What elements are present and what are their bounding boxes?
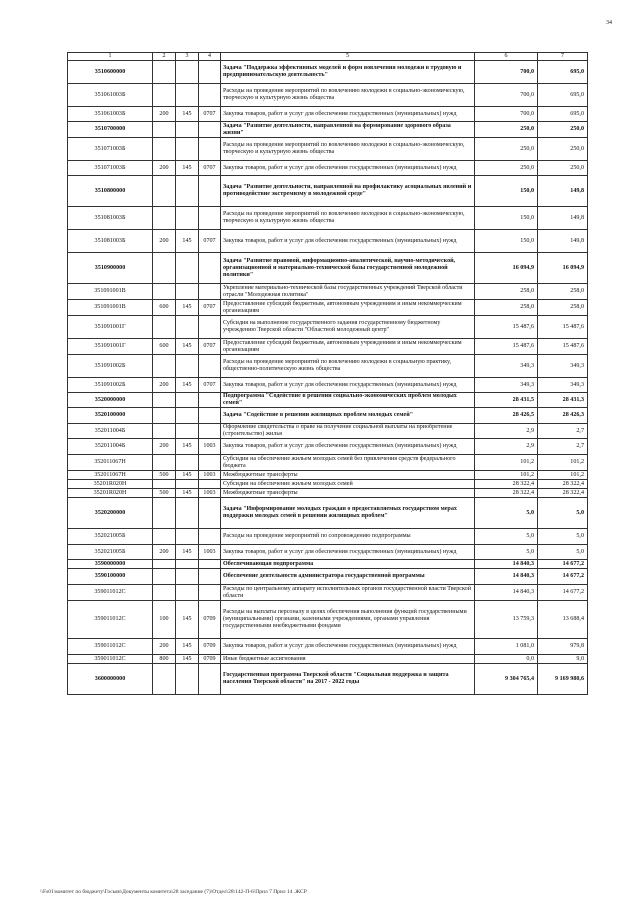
section-cell: 0707 — [199, 300, 221, 316]
section-cell: 0707 — [199, 378, 221, 393]
plan-value-cell: 258,0 — [475, 284, 538, 300]
actual-value-cell: 349,3 — [538, 378, 588, 393]
grbs-cell — [176, 284, 199, 300]
grbs-cell — [176, 253, 199, 284]
section-cell — [199, 585, 221, 601]
table-row — [68, 601, 588, 639]
vr-cell — [153, 498, 176, 529]
actual-value-cell: 349,3 — [538, 355, 588, 378]
code-cell: 351081003Б — [68, 207, 153, 230]
plan-value-cell: 0,0 — [475, 655, 538, 664]
code-cell: 352021005Б — [68, 545, 153, 560]
section-cell — [199, 455, 221, 471]
table-row — [68, 393, 588, 408]
plan-value-cell: 101,2 — [475, 455, 538, 471]
vr-cell: 600 — [153, 300, 176, 316]
section-cell — [199, 355, 221, 378]
table-row — [68, 664, 588, 695]
vr-cell: 200 — [153, 545, 176, 560]
actual-value-cell: 2,7 — [538, 439, 588, 455]
code-cell: 3510600000 — [68, 61, 153, 84]
description-cell: Обеспечивающая подпрограмма — [221, 560, 475, 569]
actual-value-cell: 101,2 — [538, 471, 588, 480]
actual-value-cell: 979,8 — [538, 639, 588, 655]
code-cell: 351091001Г — [68, 339, 153, 355]
table-row — [68, 560, 588, 569]
plan-value-cell: 28 431,5 — [475, 393, 538, 408]
plan-value-cell: 2,9 — [475, 424, 538, 439]
actual-value-cell: 28 322,4 — [538, 489, 588, 498]
code-cell: 351061003Б — [68, 84, 153, 107]
vr-cell: 200 — [153, 161, 176, 176]
description-cell: Межбюджетные трансферты — [221, 471, 475, 480]
vr-cell: 800 — [153, 655, 176, 664]
header-col-7: 7 — [538, 53, 588, 61]
table-row — [68, 161, 588, 176]
code-cell: 3590100000 — [68, 569, 153, 585]
grbs-cell — [176, 560, 199, 569]
vr-cell: 200 — [153, 378, 176, 393]
table-row — [68, 207, 588, 230]
code-cell: 351091001Г — [68, 316, 153, 339]
description-cell: Расходы на выплаты персоналу в целях обеспечения выполнения функций государственными (муниципальными) органами, казенными учреждениями, органами управления государственными внебюджетными фондами — [221, 601, 475, 639]
table-row — [68, 585, 588, 601]
plan-value-cell: 14 840,3 — [475, 585, 538, 601]
section-cell: 1003 — [199, 471, 221, 480]
plan-value-cell: 14 840,3 — [475, 560, 538, 569]
table-row — [68, 122, 588, 138]
description-cell: Закупка товаров, работ и услуг для обеспечения государственных (муниципальных) нужд — [221, 639, 475, 655]
table-row — [68, 439, 588, 455]
code-cell: 352011004Б — [68, 439, 153, 455]
table-row — [68, 639, 588, 655]
table-row — [68, 176, 588, 207]
code-cell: 359011012С — [68, 655, 153, 664]
section-cell: 0707 — [199, 339, 221, 355]
description-cell: Подпрограмма "Содействие в решении социально-экономических проблем молодых семей" — [221, 393, 475, 408]
table-row — [68, 489, 588, 498]
grbs-cell: 145 — [176, 439, 199, 455]
vr-cell — [153, 569, 176, 585]
section-cell: 0709 — [199, 601, 221, 639]
header-col-2: 2 — [153, 53, 176, 61]
actual-value-cell: 5,0 — [538, 529, 588, 545]
vr-cell — [153, 664, 176, 695]
vr-cell — [153, 253, 176, 284]
vr-cell — [153, 138, 176, 161]
grbs-cell — [176, 498, 199, 529]
description-cell: Межбюджетные трансферты — [221, 489, 475, 498]
vr-cell: 500 — [153, 471, 176, 480]
code-cell: 351061003Б — [68, 107, 153, 122]
code-cell: 351091001В — [68, 284, 153, 300]
vr-cell — [153, 560, 176, 569]
table-row — [68, 455, 588, 471]
code-cell: 3520000000 — [68, 393, 153, 408]
grbs-cell: 145 — [176, 161, 199, 176]
description-cell: Задача "Развитие правовой, информационно-аналитической, научно-методической, организационной и материально-технической базы государственной молодежной политики" — [221, 253, 475, 284]
grbs-cell: 145 — [176, 471, 199, 480]
grbs-cell: 145 — [176, 300, 199, 316]
description-cell: Субсидии на обеспечение жильем молодых семей — [221, 480, 475, 489]
table-row — [68, 107, 588, 122]
description-cell: Обеспечение деятельности администратора государственной программы — [221, 569, 475, 585]
vr-cell: 200 — [153, 439, 176, 455]
section-cell: 0709 — [199, 655, 221, 664]
actual-value-cell: 149,8 — [538, 230, 588, 253]
section-cell: 0709 — [199, 639, 221, 655]
description-cell: Задача "Поддержка эффективных моделей и форм вовлечения молодежи в трудовую и предпринимательскую деятельность" — [221, 61, 475, 84]
section-cell — [199, 569, 221, 585]
description-cell: Задача "Информирование молодых граждан о предоставляемых государством мерах поддержки молодых семей в решении жилищных проблем" — [221, 498, 475, 529]
table-row — [68, 84, 588, 107]
grbs-cell: 145 — [176, 639, 199, 655]
actual-value-cell: 149,8 — [538, 207, 588, 230]
section-cell: 1003 — [199, 439, 221, 455]
plan-value-cell: 9 304 765,4 — [475, 664, 538, 695]
vr-cell — [153, 393, 176, 408]
code-cell: 3510700000 — [68, 122, 153, 138]
description-cell: Расходы на проведение мероприятий по вовлечению молодежи в социальную практику, общественно-политическую жизнь общества — [221, 355, 475, 378]
section-cell — [199, 529, 221, 545]
actual-value-cell: 13 688,4 — [538, 601, 588, 639]
plan-value-cell: 700,0 — [475, 61, 538, 84]
plan-value-cell: 700,0 — [475, 107, 538, 122]
code-cell: 351091002Б — [68, 355, 153, 378]
plan-value-cell: 5,0 — [475, 498, 538, 529]
actual-value-cell: 695,0 — [538, 61, 588, 84]
vr-cell: 600 — [153, 339, 176, 355]
plan-value-cell: 28 322,4 — [475, 480, 538, 489]
plan-value-cell: 150,0 — [475, 176, 538, 207]
vr-cell: 200 — [153, 230, 176, 253]
section-cell — [199, 253, 221, 284]
vr-cell — [153, 355, 176, 378]
description-cell: Укрепление материально-технической базы государственных учреждений Тверской области отрасли "Молодежная политика" — [221, 284, 475, 300]
plan-value-cell: 16 094,9 — [475, 253, 538, 284]
description-cell: Расходы на проведение мероприятий по вовлечению молодежи в социально-экономическую, творческую и культурную жизнь общества — [221, 138, 475, 161]
description-cell: Закупка товаров, работ и услуг для обеспечения государственных (муниципальных) нужд — [221, 545, 475, 560]
actual-value-cell: 28 322,4 — [538, 480, 588, 489]
grbs-cell — [176, 455, 199, 471]
code-cell: 352021005Б — [68, 529, 153, 545]
code-cell: 351071003Б — [68, 161, 153, 176]
code-cell: 35201R020Н — [68, 489, 153, 498]
table-row — [68, 253, 588, 284]
actual-value-cell: 250,0 — [538, 122, 588, 138]
grbs-cell — [176, 424, 199, 439]
vr-cell — [153, 424, 176, 439]
vr-cell: 500 — [153, 489, 176, 498]
description-cell: Закупка товаров, работ и услуг для обеспечения государственных (муниципальных) нужд — [221, 161, 475, 176]
section-cell: 1003 — [199, 489, 221, 498]
table-row — [68, 284, 588, 300]
description-cell: Задача "Содействие в решении жилищных проблем молодых семей" — [221, 408, 475, 424]
section-cell: 0707 — [199, 107, 221, 122]
header-col-3: 3 — [176, 53, 199, 61]
grbs-cell — [176, 664, 199, 695]
grbs-cell: 145 — [176, 107, 199, 122]
vr-cell: 200 — [153, 107, 176, 122]
table-row — [68, 316, 588, 339]
code-cell: 359011012С — [68, 585, 153, 601]
actual-value-cell: 695,0 — [538, 84, 588, 107]
section-cell — [199, 176, 221, 207]
actual-value-cell: 250,0 — [538, 161, 588, 176]
grbs-cell: 145 — [176, 339, 199, 355]
vr-cell — [153, 455, 176, 471]
actual-value-cell: 14 677,2 — [538, 560, 588, 569]
section-cell — [199, 480, 221, 489]
actual-value-cell: 9,0 — [538, 655, 588, 664]
code-cell: 352011067Н — [68, 471, 153, 480]
section-cell — [199, 408, 221, 424]
page-number: 34 — [606, 20, 612, 26]
code-cell: 3520100000 — [68, 408, 153, 424]
vr-cell — [153, 316, 176, 339]
code-cell: 3520200000 — [68, 498, 153, 529]
actual-value-cell: 28 431,3 — [538, 393, 588, 408]
section-cell — [199, 61, 221, 84]
grbs-cell — [176, 61, 199, 84]
header-col-1: 1 — [68, 53, 153, 61]
actual-value-cell: 258,0 — [538, 284, 588, 300]
plan-value-cell: 5,0 — [475, 529, 538, 545]
plan-value-cell: 28 426,5 — [475, 408, 538, 424]
file-path-footer: \\Fs01\комитет по бюджету\Госьян\Документы комитета\28 заседание (7)\Отдел\28\142-П-6\Прил 7 Прил 14 .ЖСР — [40, 889, 307, 895]
section-cell — [199, 84, 221, 107]
grbs-cell — [176, 569, 199, 585]
description-cell: Иные бюджетные ассигнования — [221, 655, 475, 664]
description-cell: Субсидии на обеспечение жильем молодых семей без привлечения средств федерального бюджета — [221, 455, 475, 471]
vr-cell — [153, 585, 176, 601]
plan-value-cell: 250,0 — [475, 122, 538, 138]
section-cell — [199, 207, 221, 230]
plan-value-cell: 150,0 — [475, 207, 538, 230]
vr-cell — [153, 61, 176, 84]
actual-value-cell: 695,0 — [538, 107, 588, 122]
table-row — [68, 424, 588, 439]
table-row — [68, 545, 588, 560]
description-cell: Субсидия на выполнение государственного задания государственному бюджетному учреждению Тверской области "Областной молодежный центр" — [221, 316, 475, 339]
description-cell: Расходы по центральному аппарату исполнительных органов государственной власти Тверской области — [221, 585, 475, 601]
actual-value-cell: 149,8 — [538, 176, 588, 207]
grbs-cell — [176, 393, 199, 408]
plan-value-cell: 250,0 — [475, 138, 538, 161]
vr-cell — [153, 84, 176, 107]
grbs-cell — [176, 316, 199, 339]
plan-value-cell: 14 840,3 — [475, 569, 538, 585]
grbs-cell — [176, 176, 199, 207]
description-cell: Расходы на проведение мероприятий по вовлечению молодежи в социально-экономическую, творческую и культурную жизнь общества — [221, 84, 475, 107]
actual-value-cell: 28 426,3 — [538, 408, 588, 424]
table-row — [68, 138, 588, 161]
actual-value-cell: 101,2 — [538, 455, 588, 471]
table-row — [68, 61, 588, 84]
section-cell — [199, 664, 221, 695]
plan-value-cell: 349,3 — [475, 378, 538, 393]
code-cell: 3510800000 — [68, 176, 153, 207]
table-row — [68, 230, 588, 253]
vr-cell — [153, 529, 176, 545]
code-cell: 351071003Б — [68, 138, 153, 161]
vr-cell — [153, 176, 176, 207]
table-row — [68, 339, 588, 355]
code-cell: 3510900000 — [68, 253, 153, 284]
actual-value-cell: 15 487,6 — [538, 339, 588, 355]
vr-cell — [153, 207, 176, 230]
table-row — [68, 471, 588, 480]
section-cell — [199, 316, 221, 339]
section-cell: 0707 — [199, 161, 221, 176]
code-cell: 352011067Н — [68, 455, 153, 471]
plan-value-cell: 15 487,6 — [475, 339, 538, 355]
code-cell: 351081003Б — [68, 230, 153, 253]
table-row — [68, 355, 588, 378]
vr-cell — [153, 480, 176, 489]
description-cell: Закупка товаров, работ и услуг для обеспечения государственных (муниципальных) нужд — [221, 439, 475, 455]
plan-value-cell: 258,0 — [475, 300, 538, 316]
grbs-cell: 145 — [176, 655, 199, 664]
actual-value-cell: 9 169 980,6 — [538, 664, 588, 695]
description-cell: Расходы на проведение мероприятий по вовлечению молодежи в социально-экономическую, творческую и культурную жизнь общества — [221, 207, 475, 230]
plan-value-cell: 700,0 — [475, 84, 538, 107]
description-cell: Предоставление субсидий бюджетным, автономным учреждениям и иным некоммерческим организациям — [221, 339, 475, 355]
vr-cell: 200 — [153, 639, 176, 655]
section-cell: 0707 — [199, 230, 221, 253]
description-cell: Задача "Развитие деятельности, направленной на формирование здорового образа жизни" — [221, 122, 475, 138]
code-cell: 3600000000 — [68, 664, 153, 695]
code-cell: 359011012С — [68, 639, 153, 655]
grbs-cell: 145 — [176, 601, 199, 639]
table-row — [68, 378, 588, 393]
table-row — [68, 655, 588, 664]
actual-value-cell: 16 094,9 — [538, 253, 588, 284]
actual-value-cell: 2,7 — [538, 424, 588, 439]
table-row — [68, 408, 588, 424]
plan-value-cell: 28 322,4 — [475, 489, 538, 498]
section-cell — [199, 424, 221, 439]
section-cell — [199, 284, 221, 300]
plan-value-cell: 1 081,0 — [475, 639, 538, 655]
table-row — [68, 300, 588, 316]
actual-value-cell: 14 677,2 — [538, 569, 588, 585]
code-cell: 351091002Б — [68, 378, 153, 393]
table-row — [68, 480, 588, 489]
description-cell: Закупка товаров, работ и услуг для обеспечения государственных (муниципальных) нужд — [221, 378, 475, 393]
header-col-5: 5 — [221, 53, 475, 61]
table-row — [68, 529, 588, 545]
grbs-cell: 145 — [176, 489, 199, 498]
code-cell: 35201R020Н — [68, 480, 153, 489]
plan-value-cell: 101,2 — [475, 471, 538, 480]
section-cell — [199, 138, 221, 161]
section-cell — [199, 393, 221, 408]
actual-value-cell: 258,0 — [538, 300, 588, 316]
plan-value-cell: 349,3 — [475, 355, 538, 378]
description-cell: Оформление свидетельства о праве на получение социальной выплаты на приобретение (строительство) жилья — [221, 424, 475, 439]
budget-table — [67, 52, 588, 695]
table-row — [68, 569, 588, 585]
code-cell: 351091001В — [68, 300, 153, 316]
plan-value-cell: 15 487,6 — [475, 316, 538, 339]
plan-value-cell: 250,0 — [475, 161, 538, 176]
vr-cell — [153, 122, 176, 138]
grbs-cell — [176, 585, 199, 601]
code-cell: 352011004Б — [68, 424, 153, 439]
actual-value-cell: 5,0 — [538, 498, 588, 529]
section-cell: 1003 — [199, 545, 221, 560]
description-cell: Расходы на проведение мероприятий по сопровождению подпрограммы — [221, 529, 475, 545]
grbs-cell — [176, 355, 199, 378]
grbs-cell — [176, 138, 199, 161]
grbs-cell — [176, 84, 199, 107]
section-cell — [199, 498, 221, 529]
grbs-cell — [176, 408, 199, 424]
header-col-6: 6 — [475, 53, 538, 61]
plan-value-cell: 150,0 — [475, 230, 538, 253]
section-cell — [199, 560, 221, 569]
plan-value-cell: 13 759,3 — [475, 601, 538, 639]
grbs-cell — [176, 529, 199, 545]
actual-value-cell: 15 487,6 — [538, 316, 588, 339]
vr-cell — [153, 408, 176, 424]
code-cell: 3590000000 — [68, 560, 153, 569]
plan-value-cell: 2,9 — [475, 439, 538, 455]
actual-value-cell: 5,0 — [538, 545, 588, 560]
actual-value-cell: 250,0 — [538, 138, 588, 161]
description-cell: Предоставление субсидий бюджетным, автономным учреждениям и иным некоммерческим организациям — [221, 300, 475, 316]
vr-cell — [153, 284, 176, 300]
grbs-cell — [176, 480, 199, 489]
description-cell: Закупка товаров, работ и услуг для обеспечения государственных (муниципальных) нужд — [221, 107, 475, 122]
grbs-cell: 145 — [176, 545, 199, 560]
actual-value-cell: 14 677,2 — [538, 585, 588, 601]
description-cell: Задача "Развитие деятельности, направленной на профилактику асоциальных явлений и противодействие экстремизму в молодежной среде" — [221, 176, 475, 207]
header-col-4: 4 — [199, 53, 221, 61]
grbs-cell: 145 — [176, 378, 199, 393]
vr-cell: 100 — [153, 601, 176, 639]
header-row — [68, 53, 588, 61]
table-row — [68, 498, 588, 529]
grbs-cell: 145 — [176, 230, 199, 253]
table-body — [68, 61, 588, 695]
description-cell: Государственная программа Тверской области "Социальная поддержка и защита населения Тверской области" на 2017 - 2022 годы — [221, 664, 475, 695]
grbs-cell — [176, 122, 199, 138]
description-cell: Закупка товаров, работ и услуг для обеспечения государственных (муниципальных) нужд — [221, 230, 475, 253]
plan-value-cell: 5,0 — [475, 545, 538, 560]
code-cell: 359011012С — [68, 601, 153, 639]
section-cell — [199, 122, 221, 138]
grbs-cell — [176, 207, 199, 230]
